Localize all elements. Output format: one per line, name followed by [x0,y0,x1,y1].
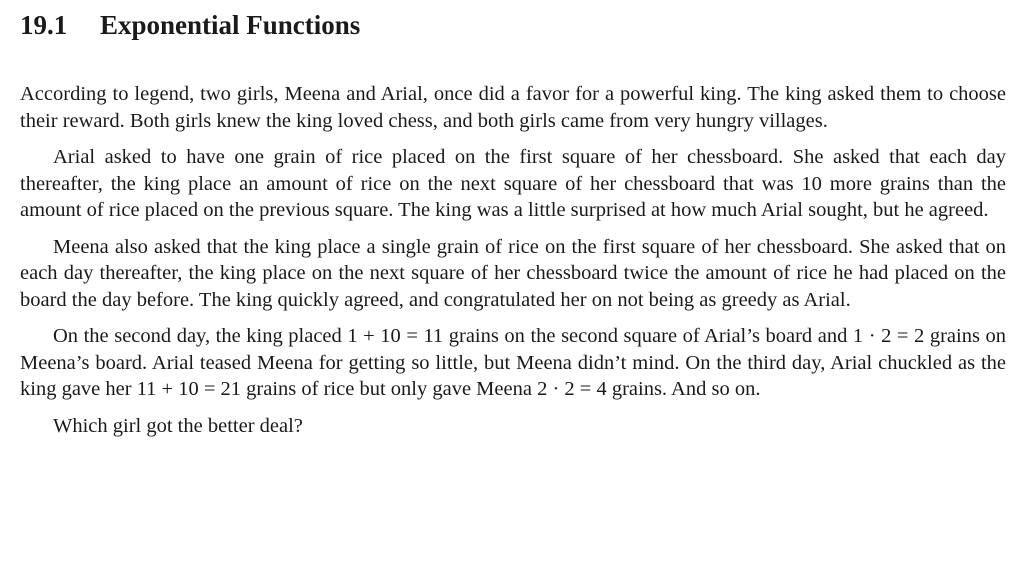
section-heading [20,8,1006,42]
section-title: Exponential Functions [100,10,361,40]
paragraph-second-day: On the second day, the king placed 1 + 10 = 11 grains on the second square of Arial’s board and 1 · 2 = 2 grains on Meena’s board. Arial teased Meena for getting so little, but Meena didn’t mind. On the third day, Arial chuckled as the king gave her 11 + 10 = 21 grains of rice but only gave Meena 2 · 2 = 4 grains. And so on. [20,325,1006,400]
paragraph-meena-request: Meena also asked that the king place a single grain of rice on the first square of her chessboard. She asked that on each day thereafter, the king place on the next square of her chessboard twice the amount of rice he had placed on the board the day before. The king quickly agreed, and congratulated her on not being as greedy as Arial. [20,235,1006,311]
paragraph-question: Which girl got the better deal? [53,414,303,437]
section-number: 19.1 [20,10,68,40]
paragraph-legend: According to legend, two girls, Meena and Arial, once did a favor for a powerful king. The king asked them to choose their reward. Both girls knew the king loved chess, and both girls came from very hungry villages. [20,83,1006,132]
document-page [20,8,1006,439]
paragraph-arial-request: Arial asked to have one grain of rice placed on the first square of her chessboard. She asked that each day thereafter, the king place an amount of rice on the next square of her chessboard that was 10 more grains than the amount of rice placed on the previous square. The king was a little surprised at how much Arial sought, but he agreed. [20,146,1006,221]
